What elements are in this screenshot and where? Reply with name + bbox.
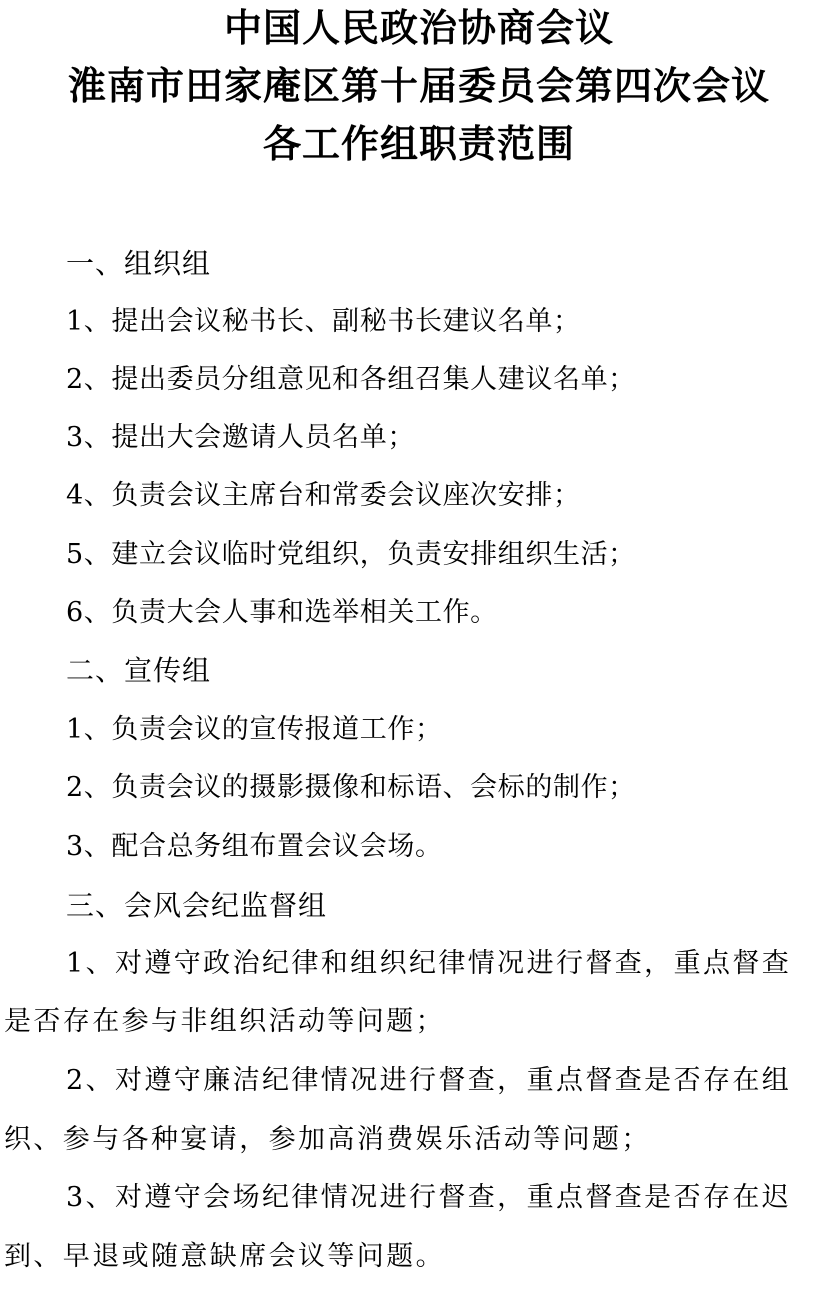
section-heading-discipline-supervision: 三、会风会纪监督组 xyxy=(66,889,328,922)
section3-item-1-line-1: 1、对遵守政治纪律和组织纪律情况进行督查，重点督查 xyxy=(66,948,792,979)
section-heading-publicity: 二、宣传组 xyxy=(66,654,212,687)
section3-item-2-line-1: 2、对遵守廉洁纪律情况进行督查，重点督查是否存在组 xyxy=(66,1065,792,1096)
section1-item-3: 3、提出大会邀请人员名单； xyxy=(66,422,415,453)
section2-item-2: 2、负责会议的摄影摄像和标语、会标的制作； xyxy=(66,772,636,803)
document-title-line-2: 淮南市田家庵区第十届委员会第四次会议 xyxy=(67,63,770,108)
document-title-line-3: 各工作组职责范围 xyxy=(262,121,575,166)
section3-item-2-line-2: 织、参与各种宴请，参加高消费娱乐活动等问题； xyxy=(4,1124,651,1155)
section1-item-4: 4、负责会议主席台和常委会议座次安排； xyxy=(66,480,581,511)
section3-item-3-line-2: 到、早退或随意缺席会议等问题。 xyxy=(4,1241,445,1272)
section2-item-1: 1、负责会议的宣传报道工作； xyxy=(66,714,443,745)
section3-item-3-line-1: 3、对遵守会场纪律情况进行督查，重点督查是否存在迟 xyxy=(66,1182,792,1213)
section1-item-2: 2、提出委员分组意见和各组召集人建议名单； xyxy=(66,364,636,395)
section-heading-organization: 一、组织组 xyxy=(66,247,212,280)
section3-item-1-line-2: 是否存在参与非组织活动等问题； xyxy=(4,1006,445,1037)
section1-item-6: 6、负责大会人事和选举相关工作。 xyxy=(66,597,498,628)
section2-item-3: 3、配合总务组布置会议会场。 xyxy=(66,831,443,862)
section1-item-1: 1、提出会议秘书长、副秘书长建议名单； xyxy=(66,306,581,337)
section1-item-5: 5、建立会议临时党组织，负责安排组织生活； xyxy=(66,539,636,570)
document-title-line-1: 中国人民政治协商会议 xyxy=(223,5,614,50)
